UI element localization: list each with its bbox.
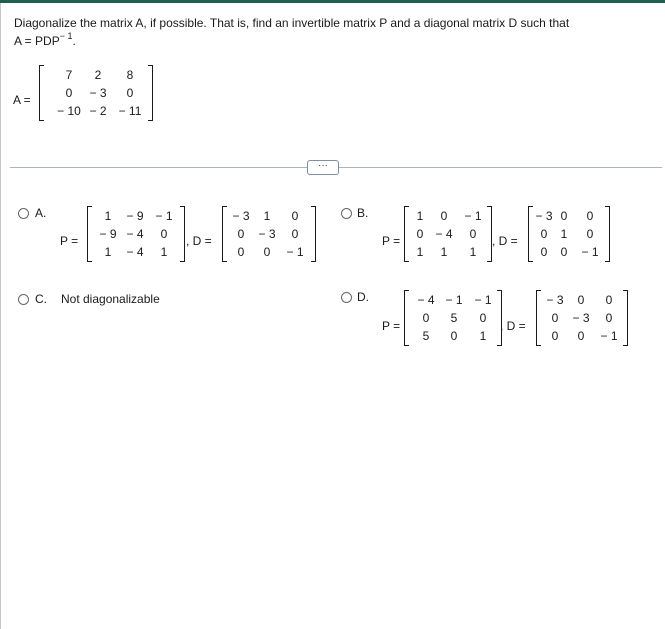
equation-exponent: − 1 [59,31,73,41]
matrix-cell: 1 [560,227,568,241]
equation-period: . [72,34,76,48]
matrix-cell: − 1 [464,209,482,223]
matrix-cell: 0 [560,245,568,259]
matrix-cell: − 1 [474,293,492,307]
matrix-cell: 0 [160,227,168,241]
matrix-cell: 5 [422,329,430,343]
matrix-cell: 0 [416,227,424,241]
matrix-cell: 0 [551,311,559,325]
matrix-cell: 0 [237,245,245,259]
matrix-cell: 0 [586,209,594,223]
matrix-cell: 0 [551,329,559,343]
option-a-d-label: , D = [186,234,212,248]
matrix-cell: − 1 [155,209,173,223]
matrix-a-cell: 0 [126,86,134,100]
matrix-cell: 1 [416,209,424,223]
option-a-letter: A. [35,206,47,220]
matrix-cell: 0 [540,245,548,259]
matrix-cell: 5 [450,311,458,325]
option-b-p-label: P = [382,234,401,248]
matrix-a-cell: 0 [65,86,73,100]
matrix-cell: 0 [577,329,585,343]
option-a-d-matrix [222,206,316,262]
question-text [14,14,654,51]
matrix-cell: 0 [440,209,448,223]
matrix-cell: − 3 [572,311,590,325]
option-d-letter: D. [357,290,369,304]
option-b-d-label: , D = [492,234,518,248]
matrix-a-cell: 7 [65,68,73,82]
matrix-cell: 0 [605,311,613,325]
matrix-cell: − 1 [600,329,618,343]
matrix-cell: 0 [577,293,585,307]
matrix-a-cell: − 11 [118,104,142,118]
matrix-cell: − 1 [286,245,304,259]
matrix-cell: 0 [263,245,271,259]
matrix-a-cell: − 10 [57,104,81,118]
matrix-cell: − 4 [417,293,435,307]
matrix-cell: 1 [479,329,487,343]
matrix-cell: 1 [469,245,477,259]
matrix-cell: 0 [586,227,594,241]
matrix-cell: − 3 [232,209,250,223]
matrix-a-cell: 2 [94,68,102,82]
matrix-cell: − 4 [435,227,453,241]
matrix-cell: 1 [160,245,168,259]
more-options-button[interactable]: ··· [307,160,339,175]
matrix-cell: 0 [291,209,299,223]
option-d-p-matrix [404,290,502,346]
option-a-p-matrix [87,206,185,262]
option-c-radio[interactable] [18,294,29,305]
option-c-letter: C. [35,292,47,306]
matrix-cell: 0 [540,227,548,241]
matrix-a-cell: 8 [126,68,134,82]
matrix-cell: 0 [237,227,245,241]
matrix-cell: − 9 [99,227,117,241]
matrix-a-cell: − 3 [89,86,107,100]
option-d-d-label: , D = [500,319,526,333]
top-accent-bar [0,0,665,3]
option-a-radio[interactable] [18,208,29,219]
matrix-cell: 0 [469,227,477,241]
matrix-cell: − 4 [126,227,144,241]
question-line-2 [14,32,654,51]
matrix-cell: 1 [104,245,112,259]
option-b-letter: B. [357,206,369,220]
matrix-cell: 0 [605,293,613,307]
matrix-cell: − 3 [546,293,564,307]
option-b-p-matrix [404,206,492,262]
matrix-cell: 1 [263,209,271,223]
left-border [0,3,1,629]
matrix-cell: 0 [450,329,458,343]
matrix-a-label: A = [13,93,31,107]
option-c-text: Not diagonalizable [61,292,160,306]
matrix-a [39,65,153,121]
matrix-cell: 0 [422,311,430,325]
equation-base: A = PDP [14,34,60,48]
matrix-cell: 0 [560,209,568,223]
matrix-cell: − 9 [126,209,144,223]
matrix-cell: − 1 [445,293,463,307]
matrix-cell: 1 [416,245,424,259]
option-d-radio[interactable] [341,292,352,303]
option-b-d-matrix [528,206,610,262]
matrix-cell: 1 [104,209,112,223]
option-d-p-label: P = [382,319,401,333]
matrix-cell: 1 [440,245,448,259]
option-d-d-matrix [536,290,628,346]
matrix-cell: − 3 [258,227,276,241]
matrix-cell: 0 [291,227,299,241]
matrix-cell: − 1 [581,245,599,259]
question-line-1: Diagonalize the matrix A, if possible. That is, find an invertible matrix P and a diagonal matrix D such that [14,16,570,30]
option-a-p-label: P = [60,234,79,248]
matrix-cell: 0 [479,311,487,325]
matrix-cell: − 4 [126,245,144,259]
matrix-a-cell: − 2 [89,104,107,118]
option-b-radio[interactable] [341,208,352,219]
matrix-cell: − 3 [535,209,553,223]
